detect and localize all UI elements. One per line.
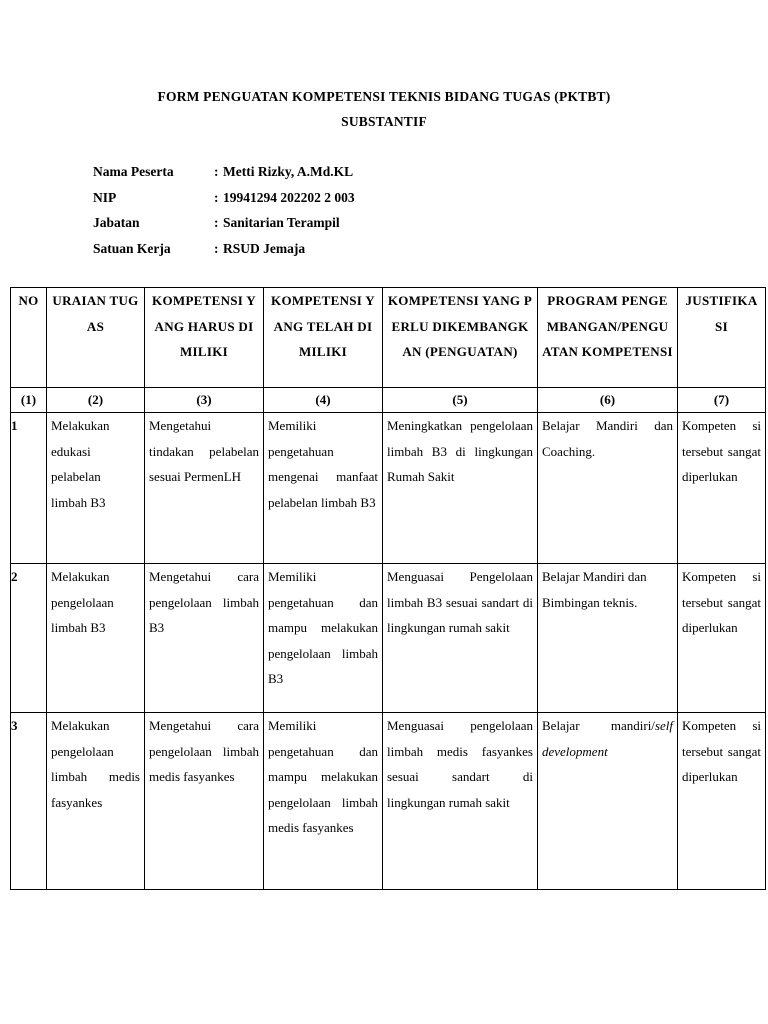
- participant-info: [93, 162, 355, 264]
- cell-program: [538, 713, 678, 890]
- cell-kompetensi-perlu: Meningkatkan pengelolaan limbah B3 di lingkungan Rumah Sakit: [383, 413, 538, 564]
- header-kompetensi-perlu: KOMPETENSI YANG PERLU DIKEMBANGKAN (PENGUATAN): [383, 288, 538, 388]
- info-row-nip: NIP : 19941294 202202 2 003: [93, 188, 355, 214]
- cell-kompetensi-harus: Mengetahui cara pengelolaan limbah medis fasyankes: [145, 713, 264, 890]
- program-line: Belajar Mandiri dan: [542, 569, 647, 584]
- header-no: NO: [11, 288, 47, 388]
- info-label: NIP: [93, 189, 117, 205]
- cell-justifikasi: Kompeten si tersebut sangat diperlukan: [678, 413, 766, 564]
- cell-uraian: Melakukan pengelolaan limbah B3: [47, 564, 145, 713]
- header-justifikasi: JUSTIFIKASI: [678, 288, 766, 388]
- cell-uraian: Melakukan edukasi pelabelan limbah B3: [47, 413, 145, 564]
- document-title: FORM PENGUATAN KOMPETENSI TEKNIS BIDANG TUGAS (PKTBT): [157, 89, 611, 104]
- cell-kompetensi-telah: Memiliki pengetahuan dan mampu melakukan pengelolaan limbah medis fasyankes: [264, 713, 383, 890]
- info-row-satuan-kerja: Satuan Kerja : RSUD Jemaja: [93, 239, 355, 265]
- cell-justifikasi: Kompeten si tersebut sangat diperlukan: [678, 564, 766, 713]
- info-label: Nama Peserta: [93, 164, 174, 179]
- cell-program: Belajar Mandiri dan Coaching.: [538, 413, 678, 564]
- document-subtitle: SUBSTANTIF: [341, 114, 427, 129]
- program-line: Bimbingan teknis.: [542, 594, 638, 610]
- info-value: 19941294 202202 2 003: [223, 189, 355, 205]
- cell-kompetensi-perlu: Menguasai Pengelolaan limbah B3 sesuai sandart di lingkungan rumah sakit: [383, 564, 538, 713]
- cell-kompetensi-harus: Mengetahui cara pengelolaan limbah B3: [145, 564, 264, 713]
- table-row: [11, 564, 766, 713]
- row-number: 2: [11, 564, 47, 713]
- info-row-jabatan: Jabatan : Sanitarian Terampil: [93, 213, 355, 239]
- cell-kompetensi-harus: Mengetahui tindakan pelabelan sesuai PermenLH: [145, 413, 264, 564]
- header-kompetensi-telah: KOMPETENSI YANG TELAH DIMILIKI: [264, 288, 383, 388]
- column-number: (6): [538, 388, 678, 413]
- table-row: [11, 713, 766, 890]
- program-text: Belajar mandiri/: [542, 718, 655, 733]
- cell-kompetensi-perlu: Menguasai pengelolaan limbah medis fasyankes sesuai sandart di lingkungan rumah sakit: [383, 713, 538, 890]
- header-program: PROGRAM PENGEMBANGAN/PENGUATAN KOMPETENSI: [538, 288, 678, 388]
- program-text-italic: self development: [542, 718, 673, 759]
- column-number: (7): [678, 388, 766, 413]
- info-row-name: Nama Peserta : Metti Rizky, A.Md.KL: [93, 162, 355, 188]
- cell-justifikasi: Kompeten si tersebut sangat diperlukan: [678, 713, 766, 890]
- table-row: [11, 413, 766, 564]
- info-value: Metti Rizky, A.Md.KL: [223, 164, 354, 179]
- cell-uraian: Melakukan pengelolaan limbah medis fasyankes: [47, 713, 145, 890]
- cell-kompetensi-telah: Memiliki pengetahuan mengenai manfaat pelabelan limbah B3: [264, 413, 383, 564]
- header-kompetensi-harus: KOMPETENSI YANG HARUS DIMILIKI: [145, 288, 264, 388]
- info-label: Satuan Kerja: [93, 240, 171, 256]
- column-number: (1): [11, 388, 47, 413]
- column-number: (5): [383, 388, 538, 413]
- cell-kompetensi-telah: Memiliki pengetahuan dan mampu melakukan pengelolaan limbah B3: [264, 564, 383, 713]
- row-number: 3: [11, 713, 47, 890]
- column-number: (2): [47, 388, 145, 413]
- info-value: Sanitarian Terampil: [223, 215, 340, 230]
- column-number: (3): [145, 388, 264, 413]
- info-label: Jabatan: [93, 215, 140, 230]
- column-number: (4): [264, 388, 383, 413]
- info-value: RSUD Jemaja: [223, 240, 306, 256]
- competency-table: [10, 287, 766, 890]
- header-uraian-tugas: URAIAN TUGAS: [47, 288, 145, 388]
- row-number: 1: [11, 413, 47, 564]
- cell-program: [538, 564, 678, 713]
